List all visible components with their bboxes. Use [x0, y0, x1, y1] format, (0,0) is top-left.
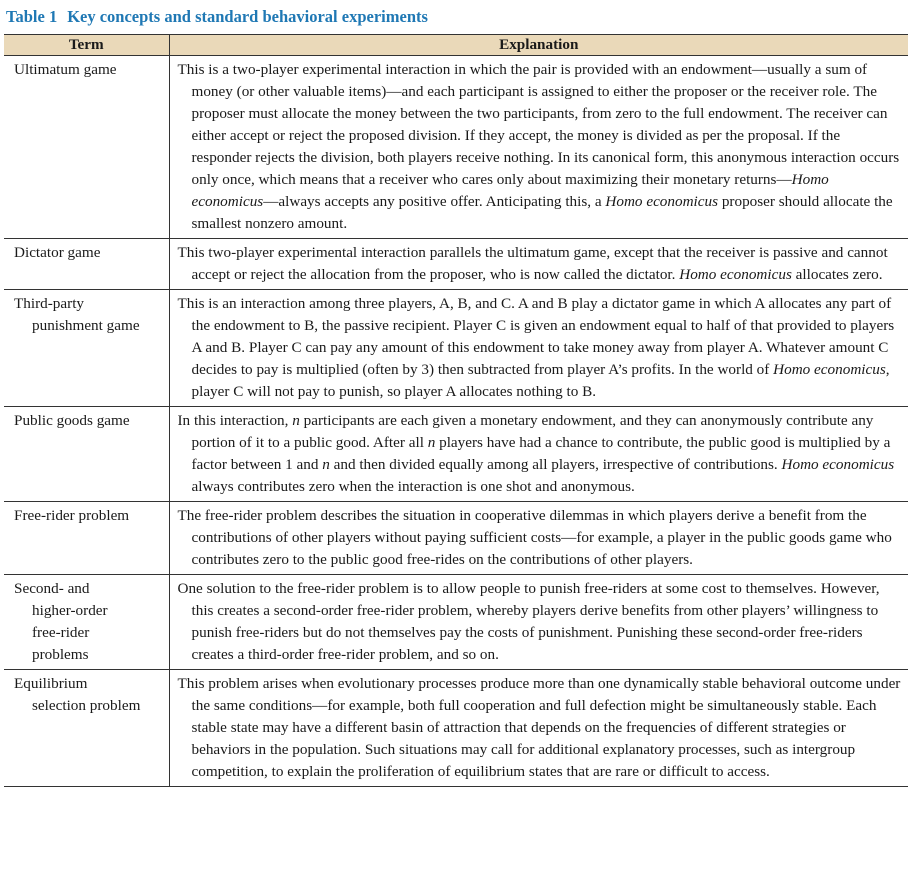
table-row	[4, 56, 908, 239]
explanation-segment: One solution to the free-rider problem is to allow people to punish free-riders at some cost to themselves. However, this creates a second-order free-rider problem, whereby players derive benefits from other players’ willingness to punish free-riders but do not themselves pay the costs of punishment. Punishing these second-order free-riders creates a third-order free-rider problem, and so on.	[177, 580, 880, 663]
explanation-cell	[169, 239, 908, 290]
explanation-cell	[169, 407, 908, 502]
explanation-cell	[169, 502, 908, 575]
explanation-segment: proposer should allocate the smallest nonzero amount.	[191, 193, 893, 232]
table-title: Key concepts and standard behavioral experiments	[67, 7, 428, 26]
explanation-cell	[169, 575, 908, 670]
table-row	[4, 575, 908, 670]
term-column-header: Term	[4, 35, 169, 56]
explanation-segment: players have had a chance to contribute, the public good is multiplied by a factor between 1 and	[191, 434, 891, 473]
explanation-segment: —always accepts any positive offer. Anticipating this, a	[263, 193, 606, 210]
table-body	[4, 56, 908, 787]
table-number: Table 1	[6, 7, 58, 26]
explanation-cell	[169, 290, 908, 407]
term-cell	[4, 290, 169, 407]
explanation-segment: This problem arises when evolutionary processes produce more than one dynamically stable behavioral outcome under the same conditions—for example, both full cooperation and full defection might be simultaneously stable. Each stable state may have a different basin of attraction that depends on the frequencies of different strategies or behaviors in the population. Such situations may call for additional explanatory processes, such as intergroup competition, to explain the proliferation of equilibrium states that are rare or difficult to access.	[177, 675, 901, 780]
italic-term: Homo economicus	[781, 456, 895, 473]
explanation-column-header: Explanation	[169, 35, 908, 56]
italic-term: n	[292, 412, 300, 429]
term-text: free-rider	[32, 624, 90, 641]
italic-term: Homo economicus	[679, 266, 792, 283]
table-header	[4, 35, 908, 56]
term-text: problems	[32, 646, 89, 663]
term-text: Public goods game	[14, 412, 130, 429]
term-text: Dictator game	[14, 244, 101, 261]
explanation-cell	[169, 56, 908, 239]
explanation-segment: In this interaction,	[177, 412, 293, 429]
explanation-text	[178, 673, 903, 783]
explanation-segment: allocates zero.	[791, 266, 883, 283]
explanation-cell	[169, 670, 908, 787]
italic-term: Homo economicus	[773, 361, 886, 378]
term-text: punishment game	[32, 317, 140, 334]
italic-term: Homo economicus	[605, 193, 719, 210]
term-text: Ultimatum game	[14, 61, 117, 78]
italic-term: Homo economicus	[191, 171, 829, 210]
table-row	[4, 670, 908, 787]
term-cell	[4, 407, 169, 502]
term-cell	[4, 239, 169, 290]
explanation-text	[178, 578, 903, 666]
explanation-text	[178, 242, 903, 286]
explanation-segment: participants are each given a monetary endowment, and they can anonymously contribute any portion of it to a public good. After all	[191, 412, 874, 451]
term-text: Second- and	[14, 580, 90, 597]
explanation-text	[178, 293, 903, 403]
explanation-text	[178, 505, 903, 571]
term-text: Equilibrium	[14, 675, 88, 692]
term-text: Free-rider problem	[14, 507, 130, 524]
term-cell	[4, 502, 169, 575]
explanation-segment: , player C will not pay to punish, so player A allocates nothing to B.	[191, 361, 890, 400]
table-row	[4, 290, 908, 407]
table-row	[4, 407, 908, 502]
term-text: Third-party	[14, 295, 85, 312]
term-cell	[4, 575, 169, 670]
explanation-segment: always contributes zero when the interaction is one shot and anonymous.	[191, 478, 635, 495]
table-row	[4, 239, 908, 290]
table-caption	[6, 6, 913, 28]
term-text: selection problem	[32, 697, 141, 714]
explanation-segment: The free-rider problem describes the situation in cooperative dilemmas in which players derive a benefit from the contributions of other players without paying sufficient costs—for example, a player in the public goods game who contributes zero to the public good free-rides on the contributions of other players.	[177, 507, 892, 568]
concepts-table	[4, 34, 908, 787]
italic-term: n	[322, 456, 330, 473]
term-cell	[4, 56, 169, 239]
italic-term: n	[427, 434, 436, 451]
explanation-segment: This is an interaction among three players, A, B, and C. A and B play a dictator game in which A allocates any part of the endowment to B, the passive recipient. Player C is given an endowment equal to half of that provided to players A and B. Player C can pay any amount of this endowment to take money away from player A. Whatever amount C decides to pay is multiplied (often by 3) then subtracted from player A’s profits. In the world of	[177, 295, 895, 378]
explanation-text	[178, 59, 903, 235]
explanation-segment: This is a two-player experimental interaction in which the pair is provided with an endowment—usually a sum of money (or other valuable items)—and each participant is assigned to either the proposer or the receiver role. The proposer must allocate the money between the two participants, from zero to the full endowment. The receiver can either accept or reject the proposed division. If they accept, the money is divided as per the proposal. If the responder rejects the division, both players receive nothing. In its canonical form, this anonymous interaction occurs only once, which means that a receiver who cares only about maximizing their monetary returns—	[177, 61, 900, 188]
explanation-text	[178, 410, 903, 498]
header-row	[4, 35, 908, 56]
explanation-segment: and then divided equally among all players, irrespective of contributions.	[329, 456, 782, 473]
term-cell	[4, 670, 169, 787]
explanation-segment: This two-player experimental interaction parallels the ultimatum game, except that the receiver is passive and cannot accept or reject the allocation from the proposer, who is now called the dictator.	[177, 244, 888, 283]
table-row	[4, 502, 908, 575]
term-text: higher-order	[32, 602, 108, 619]
